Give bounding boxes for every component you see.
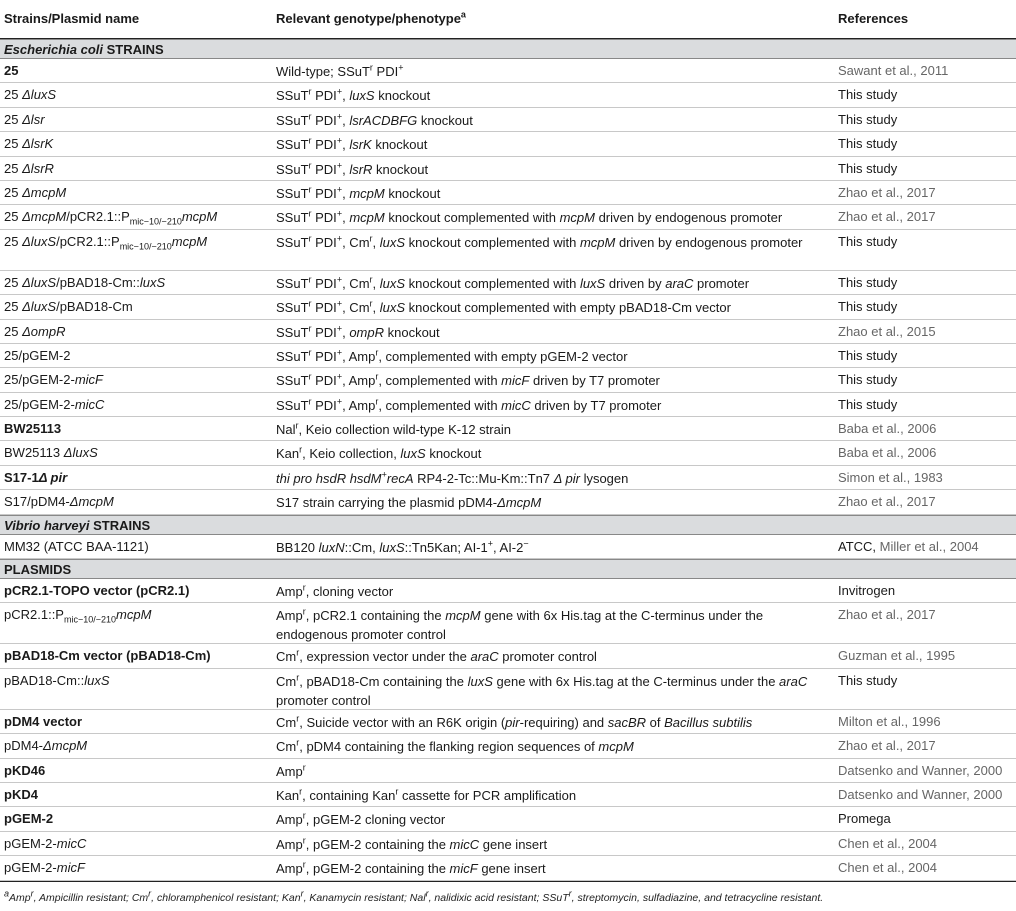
strain-name-cell: 25 ΔmcpM/$pCR2.1::P_{mic-10/-210}mcpM$ xyxy=(4,209,218,227)
strain-name-cell: 25/pGEM-2 xyxy=(4,347,71,363)
genotype-cell: SSuT$^r$ PDI+, ompR knockout xyxy=(276,323,440,340)
header-strain-name: Strains/Plasmid name xyxy=(4,11,140,26)
genotype-cell: Cm$^r$, expression vector under the araC promoter control xyxy=(276,648,597,665)
reference-cell: Zhao et al., 2017 xyxy=(838,494,936,510)
reference-cell: Datsenko and Wanner, 2000 xyxy=(838,786,1003,802)
section-header: Vibrio harveyi STRAINS xyxy=(0,515,1016,535)
genotype-cell: SSuT$^r$ PDI+, mcpM knockout xyxy=(276,184,441,201)
genotype-cell: SSuT$^r$ PDI+, luxS knockout xyxy=(276,87,431,104)
genotype-cell: Kan$^r$, containing Kan$^r$ cassette for PCR amplification xyxy=(276,786,577,803)
genotype-cell: SSuT$^r$ PDI+, Cm$^r$, luxS knockout complemented with empty pBAD18-Cm vector xyxy=(276,298,731,316)
genotype-cell: Amp$^r$, pGEM-2 containing the micF gene insert xyxy=(276,859,546,877)
reference-cell: Invitrogen xyxy=(838,583,896,599)
header-genotype-footnote-mark: a xyxy=(460,9,466,20)
genotype-cell: SSuT$^r$ PDI+, Amp$^r$, complemented with micF driven by T7 promoter xyxy=(276,371,660,389)
genotype-cell: thi pro hsdR hsdM+recA RP4-2-Tc::Mu-Km::Tn7 Δ pir lysogen xyxy=(276,469,629,486)
reference-cell: Baba et al., 2006 xyxy=(838,445,937,461)
genotype-cell: Cm$^r$, Suicide vector with an R6K origin (pir-requiring) and sacBR of Bacillus subtilis xyxy=(276,713,753,730)
strain-name-cell: pDM4 vector xyxy=(4,713,83,729)
reference-cell: Baba et al., 2006 xyxy=(838,421,937,437)
strain-name-cell: 25 Δlsr xyxy=(4,111,45,127)
genotype-cell: SSuT$^r$ PDI+, lsrR knockout xyxy=(276,160,429,177)
strain-name-cell: pKD46 xyxy=(4,762,46,778)
strain-name-cell: pGEM-2 xyxy=(4,811,54,827)
table-row xyxy=(0,856,1016,880)
table-row xyxy=(0,759,1016,783)
reference-cell: This study xyxy=(838,87,898,103)
genotype-cell: Amp$^r$, pGEM-2 containing the micC gene insert xyxy=(276,835,548,852)
reference-cell: Zhao et al., 2017 xyxy=(838,738,936,754)
reference-cell: This study xyxy=(838,136,898,152)
reference-cell: This study xyxy=(838,160,898,176)
table-row xyxy=(0,783,1016,807)
table-row xyxy=(0,344,1016,368)
genotype-cell: Cm$^r$, pDM4 containing the flanking region sequences of mcpM xyxy=(276,737,634,755)
reference-cell: Promega xyxy=(838,811,891,827)
genotype-cell: Amp$^r$, cloning vector xyxy=(276,582,394,600)
table-footnote: $^a$Amp$^r$, Ampicillin resistant; Cm$^r$, chloramphenicol resistant; Kan$^r$, Kanamycin resistant; Nal$^r$, nalidixic acid resistant; SSuT$^r$, streptomycin, sulfadiazine, and tetracycline resistant. xyxy=(4,888,824,904)
strain-name-cell: BW25113 xyxy=(4,421,62,437)
genotype-cell: Amp$^r$ xyxy=(276,762,306,779)
strain-name-cell: BW25113 ΔluxS xyxy=(4,445,98,461)
table-row xyxy=(0,83,1016,107)
table-row xyxy=(0,205,1016,229)
table-row xyxy=(0,441,1016,465)
table-row xyxy=(0,710,1016,734)
reference-cell: This study xyxy=(838,396,898,412)
table-row xyxy=(0,490,1016,514)
reference-cell: Zhao et al., 2015 xyxy=(838,323,936,339)
table-row xyxy=(0,807,1016,831)
strain-name-cell: 25 ΔompR xyxy=(4,323,66,339)
strain-name-cell: 25 ΔluxS/$pCR2.1::P_{mic-10/-210}mcpM$ xyxy=(4,233,208,252)
strain-name-cell: pGEM-2-micF xyxy=(4,860,85,876)
table-row xyxy=(0,734,1016,758)
table-row xyxy=(0,320,1016,344)
strain-name-cell: 25 ΔlsrK xyxy=(4,136,54,152)
genotype-cell: BB120 luxN::Cm, luxS::Tn5Kan; AI-1+, AI-2− xyxy=(276,538,529,555)
strain-name-cell: 25 ΔluxS/pBAD18-Cm::luxS xyxy=(4,274,166,290)
genotype-cell: SSuT$^r$ PDI+, Amp$^r$, complemented with empty pGEM-2 vector xyxy=(276,347,628,364)
genotype-cell: SSuT$^r$ PDI+, lsrACDBFG knockout xyxy=(276,111,473,128)
table-bottom-rule xyxy=(0,881,1016,882)
reference-cell: ATCC, Miller et al., 2004 xyxy=(838,538,979,554)
reference-cell: Zhao et al., 2017 xyxy=(838,607,936,623)
table-row xyxy=(0,59,1016,83)
reference-cell: Guzman et al., 1995 xyxy=(838,648,956,664)
reference-cell: This study xyxy=(838,372,898,388)
table-row xyxy=(0,669,1016,710)
reference-cell: Zhao et al., 2017 xyxy=(838,209,936,225)
reference-cell: Chen et al., 2004 xyxy=(838,860,938,876)
table-row xyxy=(0,368,1016,392)
strain-name-cell: MM32 (ATCC BAA-1121) xyxy=(4,538,149,554)
strain-name-cell: pBAD18-Cm vector (pBAD18-Cm) xyxy=(4,648,211,664)
strain-name-cell: 25 ΔluxS xyxy=(4,87,57,103)
strain-name-cell: S17/pDM4-ΔmcpM xyxy=(4,494,114,510)
genotype-cell: S17 strain carrying the plasmid pDM4-ΔmcpM xyxy=(276,495,542,511)
table-header xyxy=(0,0,1016,39)
table-body xyxy=(0,39,1016,882)
table-row xyxy=(0,603,1016,644)
genotype-cell: SSuT$^r$ PDI+, Cm$^r$, luxS knockout complemented with luxS driven by araC promoter xyxy=(276,274,750,291)
reference-cell: Zhao et al., 2017 xyxy=(838,184,936,200)
header-genotype-label: Relevant genotype/phenotype xyxy=(276,11,461,26)
header-references: References xyxy=(838,11,909,26)
header-genotype xyxy=(276,11,466,26)
table-row xyxy=(0,466,1016,490)
table-row xyxy=(0,579,1016,603)
section-header: Escherichia coli STRAINS xyxy=(0,39,1016,59)
strain-name-cell: 25 xyxy=(4,63,19,78)
reference-cell: This study xyxy=(838,274,898,290)
strain-name-cell: pCR2.1-TOPO vector (pCR2.1) xyxy=(4,583,190,599)
table-row xyxy=(0,132,1016,156)
strain-name-cell: pGEM-2-micC xyxy=(4,835,87,851)
table-row xyxy=(0,535,1016,559)
strain-name-cell: $pCR2.1::P_{mic-10/-210}mcpM$ xyxy=(4,607,152,626)
genotype-cell: Kan$^r$, Keio collection, luxS knockout xyxy=(276,445,482,462)
reference-cell: This study xyxy=(838,299,898,315)
reference-cell: This study xyxy=(838,233,898,249)
strain-name-cell: S17-1Δ pir xyxy=(4,469,68,485)
strain-name-cell: pBAD18-Cm::luxS xyxy=(4,672,110,688)
genotype-cell: Wild-type; SSuT$^r$ PDI+ xyxy=(276,62,404,79)
table-row xyxy=(0,157,1016,181)
reference-cell: Chen et al., 2004 xyxy=(838,835,938,851)
genotype-cell: Nal$^r$, Keio collection wild-type K-12 strain xyxy=(276,420,511,438)
genotype-cell: SSuT$^r$ PDI+, Cm$^r$, luxS knockout complemented with mcpM driven by endogenous promoter xyxy=(276,233,803,250)
strain-name-cell: 25/pGEM-2-micF xyxy=(4,372,103,388)
reference-cell: This study xyxy=(838,347,898,363)
strain-name-cell: 25 ΔlsrR xyxy=(4,160,54,176)
table-row xyxy=(0,181,1016,205)
strain-name-cell: pKD4 xyxy=(4,786,38,802)
strain-name-cell: pDM4-ΔmcpM xyxy=(4,738,88,754)
strain-name-cell: 25 ΔmcpM xyxy=(4,184,67,200)
table-row xyxy=(0,295,1016,319)
genotype-cell: SSuT$^r$ PDI+, Amp$^r$, complemented with micC driven by T7 promoter xyxy=(276,396,662,413)
reference-cell: This study xyxy=(838,672,898,688)
genotype-cell: Cm$^r$, pBAD18-Cm containing the luxS gene with 6x His.tag at the C-terminus under the araC promoter control xyxy=(276,672,808,708)
table-row xyxy=(0,108,1016,132)
section-header: PLASMIDS xyxy=(0,559,1016,579)
strain-name-cell: 25/pGEM-2-micC xyxy=(4,396,105,412)
table-row xyxy=(0,271,1016,295)
genotype-cell: Amp$^r$, pCR2.1 containing the mcpM gene with 6x His.tag at the C-terminus under the endogenous promoter control xyxy=(276,607,764,643)
reference-cell: Sawant et al., 2011 xyxy=(838,63,949,78)
genotype-cell: Amp$^r$, pGEM-2 cloning vector xyxy=(276,811,446,828)
genotype-cell: SSuT$^r$ PDI+, mcpM knockout complemented with mcpM driven by endogenous promoter xyxy=(276,209,783,226)
table-row xyxy=(0,417,1016,441)
strain-name-cell: 25 ΔluxS/pBAD18-Cm xyxy=(4,299,133,315)
reference-cell: Milton et al., 1996 xyxy=(838,713,941,729)
reference-cell: This study xyxy=(838,111,898,127)
table-row xyxy=(0,230,1016,271)
reference-cell: Simon et al., 1983 xyxy=(838,469,943,485)
table-row xyxy=(0,832,1016,856)
table-row xyxy=(0,644,1016,668)
table-row xyxy=(0,393,1016,417)
reference-cell: Datsenko and Wanner, 2000 xyxy=(838,762,1003,778)
genotype-cell: SSuT$^r$ PDI+, lsrK knockout xyxy=(276,135,428,153)
